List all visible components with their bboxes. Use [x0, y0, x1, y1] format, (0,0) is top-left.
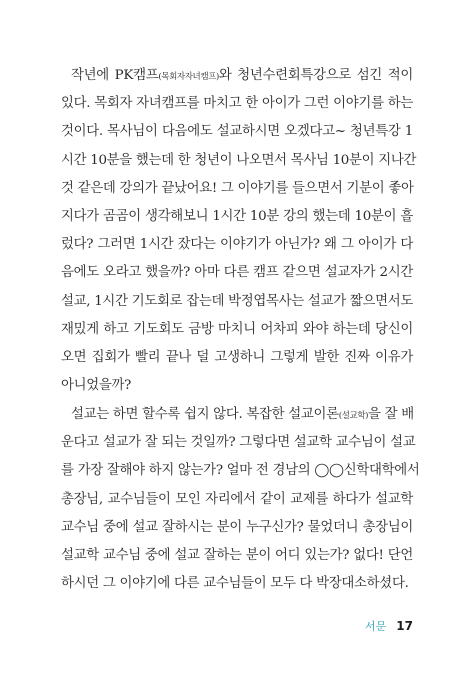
- section-label: 서문: [365, 620, 387, 633]
- paragraph-1: [61, 62, 417, 400]
- paragraph-2: [61, 401, 420, 598]
- page-footer: [365, 618, 413, 634]
- annotation-small: (목회자자녀캠프): [158, 72, 219, 82]
- text-line: 총장님, 교수님들이 모인 자리에서 같이 교제를 하다가 설교학: [61, 491, 413, 507]
- text-line: 것 같은데 강의가 끝났어요! 그 이야기를 들으면서 기분이 좋아: [61, 180, 414, 196]
- text-segment: 설교는 하면 할수록 쉽지 않다. 복잡한 설교이론: [71, 407, 339, 422]
- page-number: 17: [396, 619, 413, 633]
- text-line: 음에도 오라고 했을까? 아마 다른 캠프 같으면 설교자가 2시간: [61, 265, 413, 281]
- text-segment: 와 청년수련회특강으로 섬긴 적이: [218, 68, 414, 83]
- text-line: 를 가장 잘해야 하지 않는가? 얼마 전 경남의 ◯◯신학대학에서: [61, 463, 420, 479]
- text-line: 지다가 곰곰이 생각해보니 1시간 10분 강의 했는데 10분이 흘: [61, 208, 413, 224]
- text-line: 아니었을까?: [61, 378, 132, 394]
- text-line: 교수님 중에 설교 잘하시는 분이 누구신가? 물었더니 총장님이: [61, 519, 413, 535]
- text-segment: 을 잘 배: [368, 407, 414, 422]
- text-line: [61, 62, 413, 90]
- text-line: 렀다? 그러면 1시간 잤다는 이야기가 아닌가? 왜 그 아이가 다: [61, 237, 413, 253]
- text-line: [61, 401, 413, 429]
- text-segment: 작년에 PK캠프: [71, 68, 159, 83]
- text-line: 것이다. 목사님이 다음에도 설교하시면 오겠다고~ 청년특강 1: [61, 124, 413, 140]
- text-line: 하시던 그 이야기에 다른 교수님들이 모두 다 박장대소하셨다.: [61, 576, 409, 592]
- text-line: 설교, 1시간 기도회로 잡는데 박정엽목사는 설교가 짧으면서도: [61, 293, 413, 309]
- text-line: 시간 10분을 했는데 한 청년이 나오면서 목사님 10분이 지나간: [61, 152, 417, 168]
- text-line: 운다고 설교가 잘 되는 것일까? 그렇다면 설교학 교수님이 설교: [61, 435, 416, 451]
- text-line: 설교학 교수님 중에 설교 잘하는 분이 어디 있는가? 없다! 단언: [61, 547, 413, 563]
- text-line: 오면 집회가 빨리 끝나 덜 고생하니 그렇게 발한 진짜 이유가: [61, 349, 413, 365]
- annotation-small: (설교학): [338, 411, 369, 421]
- text-line: 재밌게 하고 기도회도 금방 마치니 어차피 와야 하는데 당신이: [61, 321, 413, 337]
- text-line: 있다. 목회자 자녀캠프를 마치고 한 아이가 그런 이야기를 하는: [61, 96, 413, 112]
